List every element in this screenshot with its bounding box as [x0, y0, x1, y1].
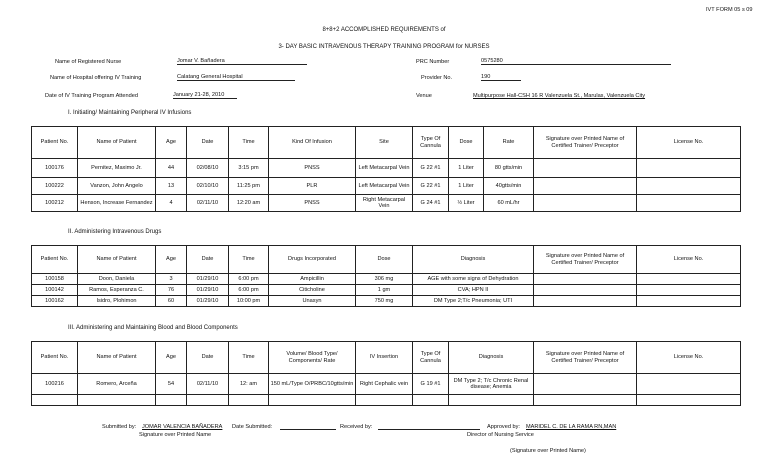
age-cell: 60: [156, 296, 187, 307]
rate-cell: 60 mL/hr: [484, 195, 534, 212]
section3-title: III. Administering and Maintaining Blood and Blood Components: [68, 325, 238, 331]
dose-cell: 306 mg: [356, 274, 413, 285]
patient-no-cell: 100212: [32, 195, 78, 212]
patient-name-cell: Romero, Arceña: [78, 374, 156, 395]
patient-name-cell: Ramos, Esperanza C.: [78, 285, 156, 296]
date-cell: 02/11/10: [187, 374, 229, 395]
patient-name-cell: Isidro, Plohimon: [78, 296, 156, 307]
time-cell: 12: am: [229, 374, 269, 395]
header-cell: Signature over Printed Name of Certified Trainer/ Preceptor: [534, 342, 637, 374]
header-cell: Date: [187, 127, 229, 159]
infusion-cell: PLR: [269, 178, 356, 195]
diagnosis-cell: DM Type 2; T/c Chronic Renal disease; Anemia: [449, 374, 534, 395]
drug-cell: Unasyn: [269, 296, 356, 307]
license-cell: [637, 296, 741, 307]
section1-title: I. Initiating/ Maintaining Peripheral IV Infusions: [68, 110, 192, 116]
signature-cell: [534, 159, 637, 178]
header-cell: Signature over Printed Name of Certified Trainer/ Preceptor: [534, 127, 637, 159]
age-cell: 54: [156, 374, 187, 395]
header-cell: Signature over Printed Name of Certified Trainer/ Preceptor: [534, 246, 637, 274]
submitted-by-value: JOMAR VALENCIA BAÑADERA: [142, 424, 223, 430]
header-cell: Dose: [449, 127, 484, 159]
patient-name-cell: Henson, Increase Fernandez: [78, 195, 156, 212]
patient-no-cell: 100142: [32, 285, 78, 296]
dose-cell: 1 Liter: [449, 178, 484, 195]
section1-table: [31, 126, 741, 212]
form-code: IVT FORM 05 s 09: [706, 7, 753, 13]
date-cell: 01/29/10: [187, 285, 229, 296]
empty-cell: [449, 395, 534, 406]
header-cell: Time: [229, 246, 269, 274]
license-cell: [637, 159, 741, 178]
drug-cell: Ampicillin: [269, 274, 356, 285]
rate-cell: 80 gtts/min: [484, 159, 534, 178]
date-submitted-line: [280, 423, 336, 430]
received-by-label: Received by:: [340, 424, 373, 430]
license-cell: [637, 274, 741, 285]
site-cell: Left Metacarpal Vein: [356, 159, 413, 178]
header-cell: License No.: [637, 246, 741, 274]
site-cell: Left Metacarpal Vein: [356, 178, 413, 195]
header-cell: License No.: [637, 127, 741, 159]
drug-cell: Citicholine: [269, 285, 356, 296]
venue-value: Multipurpose Hall-CSH 16 R Valenzuela St., Marulas, Valenzuela City: [473, 93, 646, 99]
date-cell: 01/29/10: [187, 296, 229, 307]
empty-cell: [413, 395, 449, 406]
age-cell: 4: [156, 195, 187, 212]
empty-cell: [534, 395, 637, 406]
empty-cell: [269, 395, 356, 406]
approved-by-value: MARIDEL C. DE LA RAMA RN,MAN: [526, 424, 617, 430]
cannula-cell: G 22 #1: [413, 159, 449, 178]
empty-cell: [32, 395, 78, 406]
table-row: [32, 296, 741, 307]
table-row: [32, 374, 741, 395]
signature-cell: [534, 285, 637, 296]
diagnosis-cell: DM Type 2;T/c Pneumonia; UTI: [413, 296, 534, 307]
header-cell: Type Of Cannula: [413, 127, 449, 159]
empty-cell: [229, 395, 269, 406]
nurse-name-value: Jomar V. Bañadera: [177, 58, 307, 65]
section1-header-row: [32, 127, 741, 159]
license-cell: [637, 285, 741, 296]
patient-no-cell: 100158: [32, 274, 78, 285]
empty-cell: [156, 395, 187, 406]
table-row: [32, 195, 741, 212]
signature-cell: [534, 274, 637, 285]
patient-name-cell: Vanzon, John Angelo: [78, 178, 156, 195]
header-cell: Site: [356, 127, 413, 159]
signature-cell: [534, 374, 637, 395]
header-cell: Diagnosis: [449, 342, 534, 374]
empty-cell: [187, 395, 229, 406]
cannula-cell: G 19 #1: [413, 374, 449, 395]
header-cell: Age: [156, 127, 187, 159]
dose-cell: ½ Liter: [449, 195, 484, 212]
header-cell: Rate: [484, 127, 534, 159]
section2-header-row: [32, 246, 741, 274]
header-cell: Date: [187, 246, 229, 274]
provider-number-value: 190: [481, 74, 521, 81]
age-cell: 13: [156, 178, 187, 195]
header-cell: Volume/ Blood Type/ Components/ Rate: [269, 342, 356, 374]
license-cell: [637, 374, 741, 395]
document-title-line2: 3- DAY BASIC INTRAVENOUS THERAPY TRAINING PROGRAM for NURSES: [278, 44, 490, 50]
received-by-line: [378, 423, 480, 430]
header-cell: Patient No.: [32, 342, 78, 374]
empty-cell: [78, 395, 156, 406]
blood-component-cell: 150 mL/Type O/PRBC/10gtts/min: [269, 374, 356, 395]
header-cell: IV Insertion: [356, 342, 413, 374]
patient-no-cell: 100162: [32, 296, 78, 307]
header-cell: Patient No.: [32, 127, 78, 159]
header-cell: Kind Of Infusion: [269, 127, 356, 159]
table-row: [32, 178, 741, 195]
patient-name-cell: Doon, Daniela: [78, 274, 156, 285]
signature-cell: [534, 195, 637, 212]
signature-caption-2: (Signature over Printed Name): [510, 448, 586, 454]
hospital-label: Name of Hospital offering IV Training: [50, 75, 142, 81]
submitted-by-label: Submitted by:: [102, 424, 137, 430]
section2-title: II. Administering Intravenous Drugs: [68, 229, 162, 235]
provider-number-label: Provider No.: [421, 75, 453, 81]
patient-no-cell: 100222: [32, 178, 78, 195]
time-cell: 6:00 pm: [229, 274, 269, 285]
time-cell: 10:00 pm: [229, 296, 269, 307]
license-cell: [637, 178, 741, 195]
header-cell: Name of Patient: [78, 246, 156, 274]
header-cell: Name of Patient: [78, 127, 156, 159]
signature-caption: Signature over Printed Name: [139, 432, 212, 438]
diagnosis-cell: AGE with some signs of Dehydration: [413, 274, 534, 285]
approved-by-label: Approved by:: [487, 424, 520, 430]
header-cell: Drugs Incorporated: [269, 246, 356, 274]
dose-cell: 750 mg: [356, 296, 413, 307]
signature-cell: [534, 178, 637, 195]
header-cell: License No.: [637, 342, 741, 374]
date-cell: 01/29/10: [187, 274, 229, 285]
table-row: [32, 285, 741, 296]
cannula-cell: G 22 #1: [413, 178, 449, 195]
table-row: [32, 159, 741, 178]
dose-cell: 1 Liter: [449, 159, 484, 178]
section3-table: [31, 341, 741, 406]
age-cell: 44: [156, 159, 187, 178]
rate-cell: 40gtts/min: [484, 178, 534, 195]
age-cell: 3: [156, 274, 187, 285]
section2-table: [31, 245, 741, 307]
header-cell: Date: [187, 342, 229, 374]
empty-cell: [637, 395, 741, 406]
hospital-value: Calatang General Hospital: [177, 74, 295, 81]
infusion-cell: PNSS: [269, 195, 356, 212]
iv-insertion-cell: Right Cephalic vein: [356, 374, 413, 395]
nurse-name-label: Name of Registered Nurse: [55, 59, 122, 65]
header-cell: Age: [156, 246, 187, 274]
prc-number-label: PRC Number: [416, 59, 450, 65]
table-row: [32, 395, 741, 406]
document-title-line1: 8+8+2 ACCOMPLISHED REQUIREMENTS of: [322, 27, 446, 33]
table-row: [32, 274, 741, 285]
header-cell: Time: [229, 342, 269, 374]
header-cell: Time: [229, 127, 269, 159]
section3-header-row: [32, 342, 741, 374]
patient-no-cell: 100216: [32, 374, 78, 395]
date-cell: 02/11/10: [187, 195, 229, 212]
license-cell: [637, 195, 741, 212]
dose-cell: 1 gm: [356, 285, 413, 296]
header-cell: Name of Patient: [78, 342, 156, 374]
venue-label: Venue: [416, 93, 432, 99]
date-cell: 02/10/10: [187, 178, 229, 195]
date-submitted-label: Date Submitted:: [232, 424, 273, 430]
time-cell: 6:00 pm: [229, 285, 269, 296]
patient-no-cell: 100176: [32, 159, 78, 178]
header-cell: Patient No.: [32, 246, 78, 274]
patient-name-cell: Pernitez, Maximo Jr.: [78, 159, 156, 178]
empty-cell: [356, 395, 413, 406]
header-cell: Type Of Cannula: [413, 342, 449, 374]
time-cell: 11:25 pm: [229, 178, 269, 195]
director-caption: Director of Nursing Service: [467, 432, 534, 438]
header-cell: Dose: [356, 246, 413, 274]
prc-number-value: 0575280: [481, 58, 671, 65]
signature-cell: [534, 296, 637, 307]
date-cell: 02/08/10: [187, 159, 229, 178]
site-cell: Right Metacarpal Vein: [356, 195, 413, 212]
diagnosis-cell: CVA; HPN II: [413, 285, 534, 296]
age-cell: 76: [156, 285, 187, 296]
time-cell: 12:20 am: [229, 195, 269, 212]
header-cell: Diagnosis: [413, 246, 534, 274]
training-date-label: Date of IV Training Program Attended: [45, 93, 138, 99]
training-date-value: January 21-28, 2010: [173, 92, 237, 99]
header-cell: Age: [156, 342, 187, 374]
infusion-cell: PNSS: [269, 159, 356, 178]
time-cell: 3:15 pm: [229, 159, 269, 178]
cannula-cell: G 24 #1: [413, 195, 449, 212]
